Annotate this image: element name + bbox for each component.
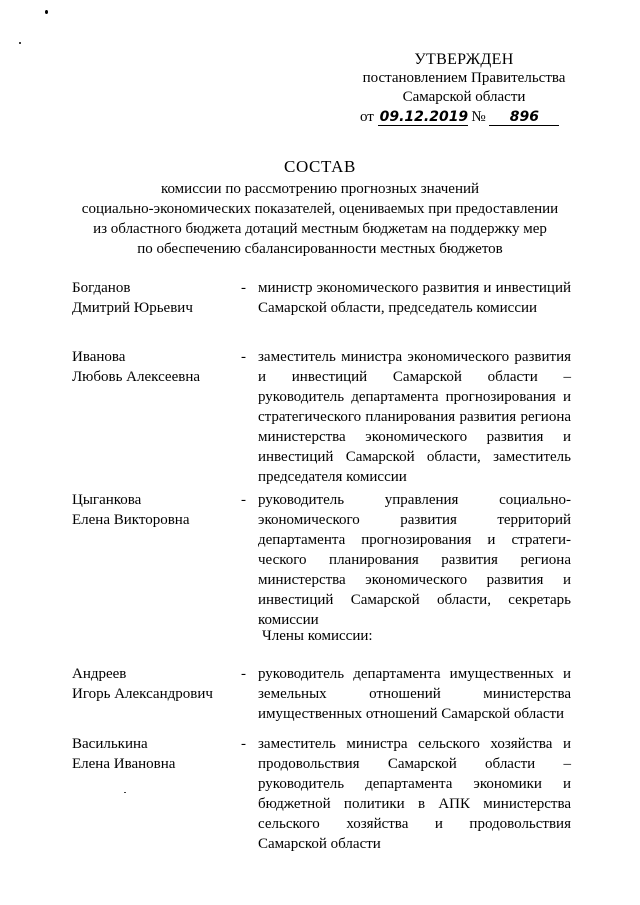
title-main: СОСТАВ [284,157,356,176]
member-dash: - [241,349,246,365]
member-given-name: Игорь Александрович [72,686,213,702]
member-surname: Василькина [72,736,148,752]
title-subtitle-line: из областного бюджета дотаций местным бюджетам на поддержку мер [93,221,547,237]
member-role: заместитель министра сельского хозяйства и продовольствия Самарской области – руководитель департамента экономики и бюджетной политики в АПК министерства сельского хозяйства и продовольствия Самарской области [258,736,571,852]
member-surname: Андреев [72,666,127,682]
scan-speck [19,42,21,44]
approval-heading: УТВЕРЖДЕН [414,51,514,68]
member-name [72,278,237,318]
member-dash: - [241,492,246,508]
approval-block [356,50,572,127]
member-dash: - [241,280,246,296]
approval-date-line [356,108,572,127]
member-given-name: Любовь Алексеевна [72,369,200,385]
title-subtitle-line: социально-экономических показателей, оцениваемых при предоставлении [81,201,559,217]
approval-line: Самарской области [402,89,526,105]
member-role: заместитель министра экономического развития и инвестиций Самарской области – руководитель департамента прогнозирования и стратегического планирования развития региона министерства экономического развития и инвестиций Самарской области, заместитель председателя комиссии [258,349,571,485]
member-surname: Богданов [72,280,131,296]
member-dash: - [241,736,246,752]
date-prefix: от [360,109,374,125]
approval-date: 09.12.2019 [379,109,469,125]
member-dash: - [241,666,246,682]
scan-speck [124,792,126,793]
title-subtitle-line: комиссии по рассмотрению прогнозных значений [160,181,480,197]
scan-speck [45,10,48,14]
member-role: министр экономического развития и инвестиций Самарской области, председатель комиссии [258,280,571,316]
approval-line: постановлением Правительства [362,70,566,86]
member-role: руководитель департамента имущественных и земельных отношений министерства имущественных отношений Самарской области [258,666,571,722]
members-header: Члены комиссии: [262,628,373,644]
member-role: руководитель управления социально-экономического развития территорий департамента прогнозирования и стратеги-ческого планирования развития региона министерства экономического развития и инвестиций Самарской области, секретарь комиссии [258,492,571,628]
member-name [72,347,237,387]
member-given-name: Елена Викторовна [72,512,190,528]
title-subtitle-line: по обеспечению сбалансированности местных бюджетов [137,241,503,257]
member-given-name: Елена Ивановна [72,756,176,772]
number-prefix: № [471,109,486,125]
member-surname: Цыганкова [72,492,142,508]
member-surname: Иванова [72,349,126,365]
member-name [72,664,237,704]
document-title [0,157,640,259]
member-given-name: Дмитрий Юрьевич [72,300,193,316]
member-name [72,734,237,774]
approval-number: 896 [489,109,559,126]
member-name [72,490,237,530]
